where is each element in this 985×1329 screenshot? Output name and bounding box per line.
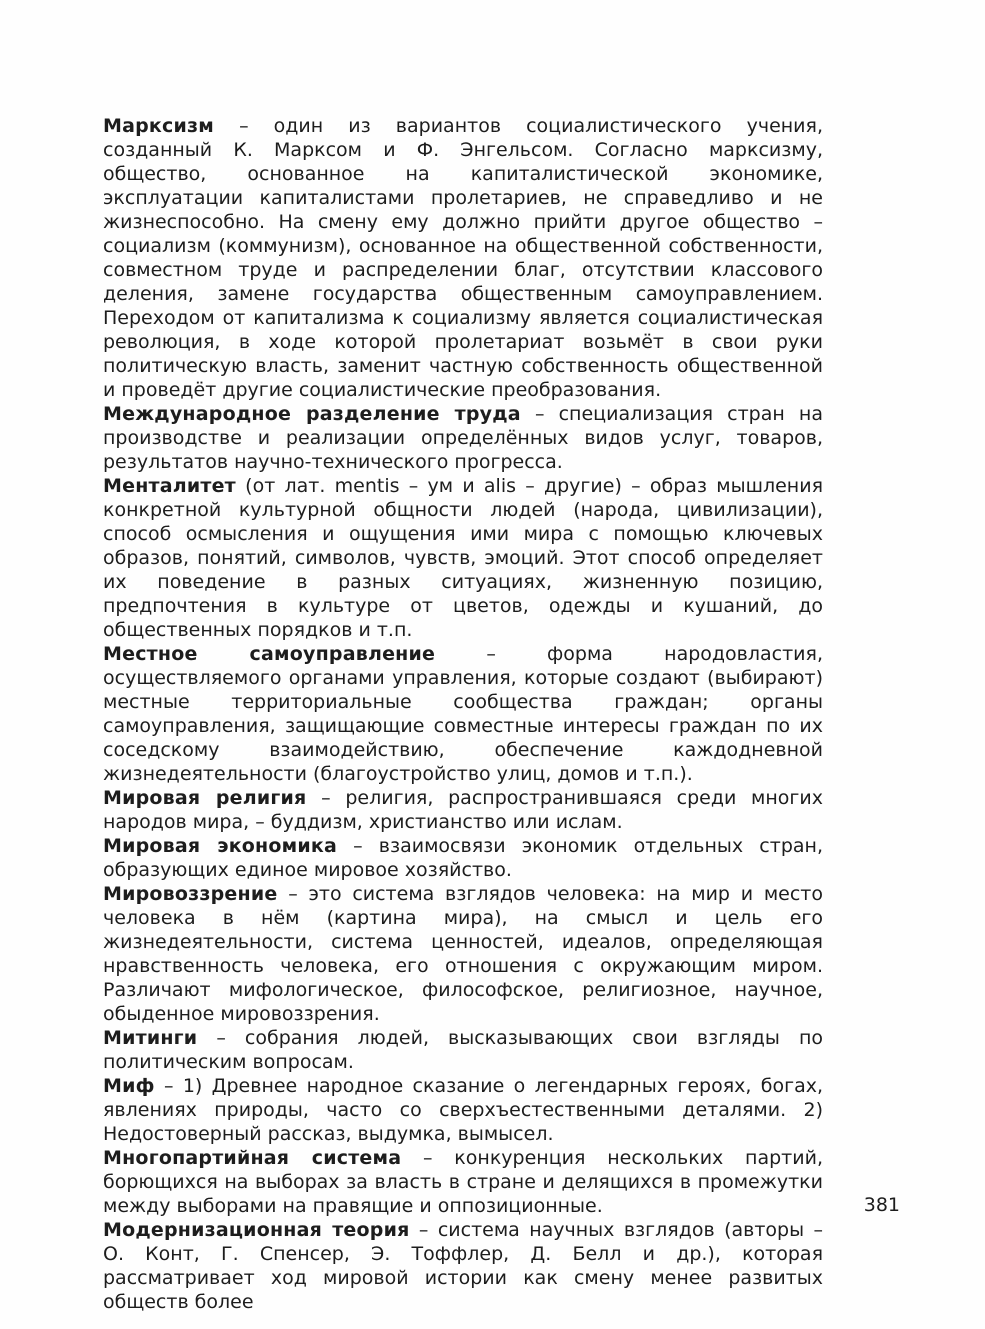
glossary-entry-mif [103, 1074, 823, 1146]
entry-term: Местное самоуправление [103, 643, 436, 665]
entry-term: Мировая экономика [103, 835, 337, 857]
glossary-entry-mirovaya-ekonomika [103, 834, 823, 882]
entry-term: Менталитет [103, 475, 236, 497]
entry-definition: – форма народовластия, осуществляемого органами управления, которые создают (выбирают) местные территориальные сообщества граждан; органы самоуправления, защищающие совместные интересы граждан по их соседскому взаимодействию, обеспечение каждодневной жизнедеятельности (благоустройство улиц, домов и т.п.). [103, 643, 824, 785]
entry-term: Мировоззрение [103, 883, 278, 905]
glossary-entry-mitingi [103, 1026, 823, 1074]
entry-term: Мировая религия [103, 787, 307, 809]
glossary-entry-mirovaya-religiya [103, 786, 823, 834]
entry-definition: – 1) Древнее народное сказание о легендарных героях, богах, явлениях природы, часто со сверхъестественными деталями. 2) Недостоверный рассказ, выдумка, вымысел. [103, 1075, 823, 1145]
glossary-entry-mirovozzrenie [103, 882, 823, 1026]
entry-term: Марксизм [103, 115, 214, 137]
page-number: 381 [863, 1194, 900, 1216]
entry-term: Многопартийная система [103, 1147, 402, 1169]
entry-definition: – собрания людей, высказывающих свои взгляды по политическим вопросам. [103, 1027, 823, 1073]
entry-definition: – один из вариантов социалистического учения, созданный К. Марксом и Ф. Энгельсом. Согласно марксизму, общество, основанное на капиталистической экономике, эксплуатации капиталистами пролетариев, не справедливо и не жизнеспособно. На смену ему должно прийти другое общество – социализм (коммунизм), основанное на общественной собственности, совместном труде и распределении благ, отсутствии классового деления, замене государства общественным самоуправлением. Переходом от капитализма к социализму является социалистическая революция, в ходе которой пролетариат возьмёт в свои руки политическую власть, заменит частную собственность общественной и проведёт другие социалистические преобразования. [103, 115, 824, 401]
entry-definition: – это система взглядов человека: на мир и место человека в нём (картина мира), на смысл и цель его жизнедеятельности, система ценностей, идеалов, определяющая нравственность человека, его отношения с окружающим миром. Различают мифологическое, философское, религиозное, научное, обыденное мировоззрения. [103, 883, 823, 1025]
glossary-entry-marksizm [103, 114, 823, 402]
entry-definition: (от лат. mentis – ум и alis – другие) – образ мышления конкретной культурной общности людей (народа, цивилизации), способ осмысления и ощущения ими мира с помощью ключевых образов, понятий, символов, чувств, эмоций. Этот способ определяет их поведение в разных ситуациях, жизненную позицию, предпочтения в культуре от цветов, одежды и кушаний, до общественных порядков и т.п. [103, 475, 823, 641]
glossary-entry-mnogopartiynaya-sistema [103, 1146, 823, 1218]
entry-term: Миф [103, 1075, 155, 1097]
entry-term: Международное разделение труда [103, 403, 521, 425]
entry-definition: – специализация стран на производстве и реализации определённых видов услуг, товаров, результатов научно-технического прогресса. [103, 403, 823, 473]
entry-term: Митинги [103, 1027, 198, 1049]
glossary-entry-mezhdunarodnoe-razdelenie-truda [103, 402, 823, 474]
entry-definition: – религия, распространившаяся среди многих народов мира, – буддизм, христианство или ислам. [103, 787, 823, 833]
glossary-entry-modernizatsionnaya-teoriya [103, 1218, 823, 1314]
entry-definition: – взаимосвязи экономик отдельных стран, образующих единое мировое хозяйство. [103, 835, 823, 881]
entry-term: Модернизационная теория [103, 1219, 410, 1241]
entry-definition: – конкуренция нескольких партий, борющихся на выборах за власть в стране и делящихся в промежутки между выборами на правящие и оппозиционные. [103, 1147, 823, 1217]
glossary-entry-mentalitet [103, 474, 823, 642]
glossary-entry-mestnoe-samoupravlenie [103, 642, 823, 786]
entry-definition: – система научных взглядов (авторы – О. Конт, Г. Спенсер, Э. Тоффлер, Д. Белл и др.), которая рассматривает ход мировой истории как смену менее развитых обществ более [103, 1219, 823, 1313]
glossary-text [103, 114, 823, 1314]
